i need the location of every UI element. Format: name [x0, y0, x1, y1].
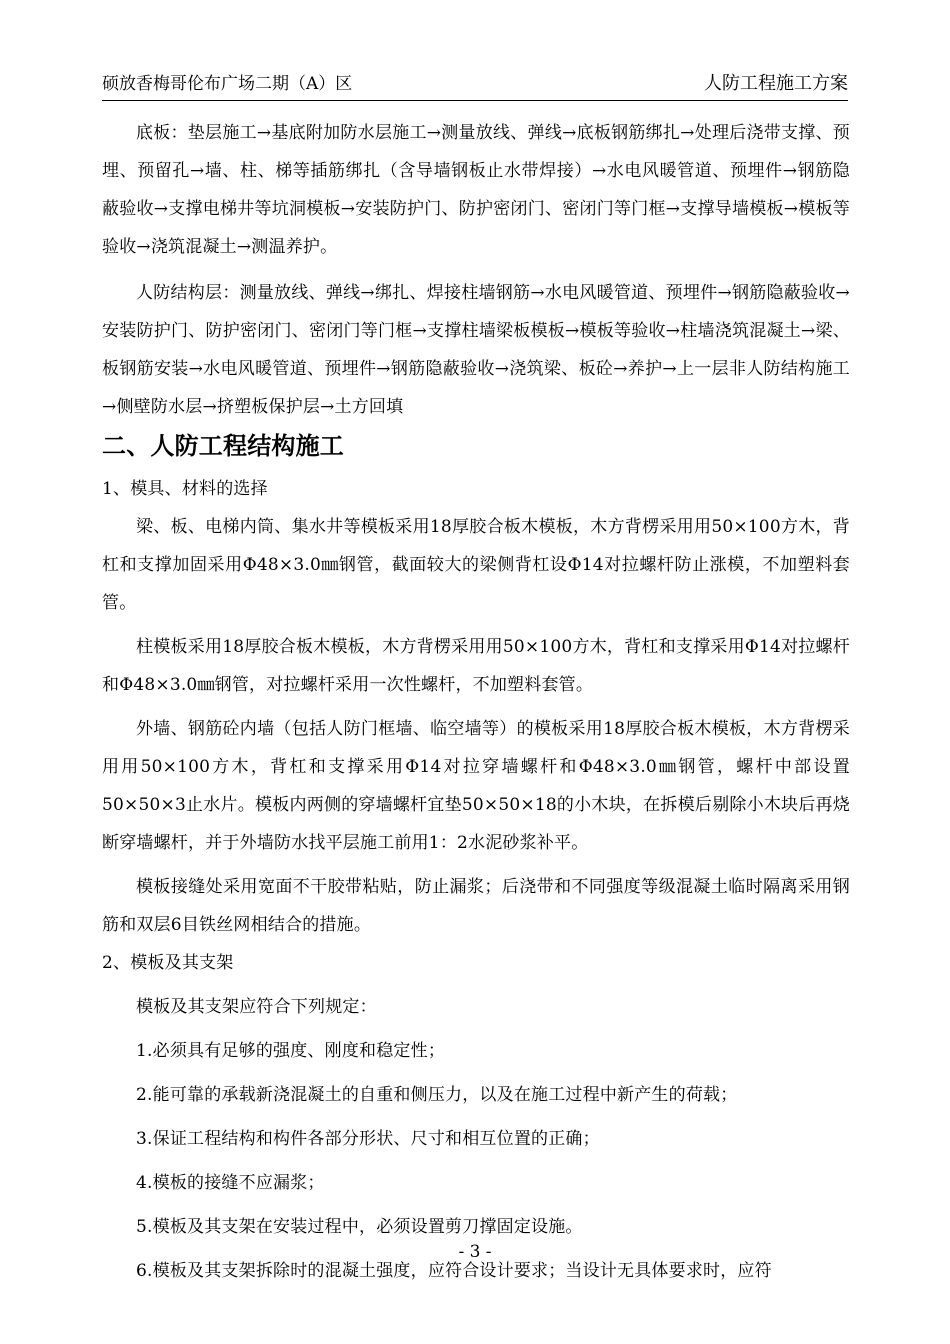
paragraph-support-rules-intro: 模板及其支架应符合下列规定：: [136, 997, 377, 1017]
subsection-title-formwork-supports: 2、模板及其支架: [102, 953, 234, 973]
document-body: [102, 114, 850, 1290]
paragraph-column-formwork: 柱模板采用18厚胶合板木模板，木方背楞采用用50×100方木，背杠和支撑采用Φ14对拉螺杆和Φ48×3.0㎜钢管，对拉螺杆采用一次性螺杆，不加塑料套管。: [102, 637, 850, 695]
paragraph-beam-slab-formwork: 梁、板、电梯内筒、集水井等模板采用18厚胶合板木模板，木方背楞采用用50×100方木，背杠和支撑加固采用Φ48×3.0㎜钢管，截面较大的梁侧背杠设Φ14对拉螺杆防止涨模，不加塑料套管。: [102, 517, 850, 613]
header-document-title: 人防工程施工方案: [704, 73, 848, 94]
list-item: 6.模板及其支架拆除时的混凝土强度，应符合设计要求；当设计无具体要求时，应符: [136, 1261, 772, 1281]
page-header: [102, 72, 848, 101]
paragraph-wall-formwork: 外墙、钢筋砼内墙（包括人防门框墙、临空墙等）的模板采用18厚胶合板木模板，木方背楞采用用50×100方木，背杠和支撑采用Φ14对拉穿墙螺杆和Φ48×3.0㎜钢管，螺杆中部设置50×50×3止水片。模板内两侧的穿墙螺杆宜垫50×50×18的小木块，在拆模后剔除小木块后再烧断穿墙螺杆，并于外墙防水找平层施工前用1：2水泥砂浆补平。: [102, 719, 850, 853]
list-item: 1.必须具有足够的强度、刚度和稳定性；: [136, 1041, 446, 1061]
paragraph-floor-slab: 底板：垫层施工→基底附加防水层施工→测量放线、弹线→底板钢筋绑扎→处理后浇带支撑、预埋、预留孔→墙、柱、梯等插筋绑扎（含导墙钢板止水带焊接）→水电风暖管道、预埋件→钢筋隐蔽验收→支撑电梯井等坑洞模板→安装防护门、防护密闭门、密闭门等门框→支撑导墙模板→模板等验收→浇筑混凝土→测温养护。: [102, 123, 850, 257]
list-item: 4.模板的接缝不应漏浆；: [136, 1173, 325, 1193]
paragraph-civil-defense-structure: 人防结构层：测量放线、弹线→绑扎、焊接柱墙钢筋→水电风暖管道、预埋件→钢筋隐蔽验收→安装防护门、防护密闭门、密闭门等门框→支撑柱墙梁板模板→模板等验收→柱墙浇筑混凝土→梁、板钢筋安装→水电风暖管道、预埋件→钢筋隐蔽验收→浇筑梁、板砼→养护→上一层非人防结构施工→侧壁防水层→挤塑板保护层→土方回填: [102, 283, 850, 417]
page-number: - 3 -: [458, 1242, 492, 1262]
list-item: 5.模板及其支架在安装过程中，必须设置剪刀撑固定设施。: [136, 1217, 583, 1237]
list-item: 3.保证工程结构和构件各部分形状、尺寸和相互位置的正确；: [136, 1129, 600, 1149]
section-heading: 二、人防工程结构施工: [102, 432, 344, 460]
header-project-name: 硕放香梅哥伦布广场二期（A）区: [102, 74, 353, 94]
paragraph-formwork-joints: 模板接缝处采用宽面不干胶带粘贴，防止漏浆；后浇带和不同强度等级混凝土临时隔离采用钢筋和双层6目铁丝网相结合的措施。: [102, 877, 850, 935]
subsection-title-formwork-materials: 1、模具、材料的选择: [102, 479, 268, 499]
list-item: 2.能可靠的承载新浇混凝土的自重和侧压力，以及在施工过程中新产生的荷载；: [136, 1085, 738, 1105]
